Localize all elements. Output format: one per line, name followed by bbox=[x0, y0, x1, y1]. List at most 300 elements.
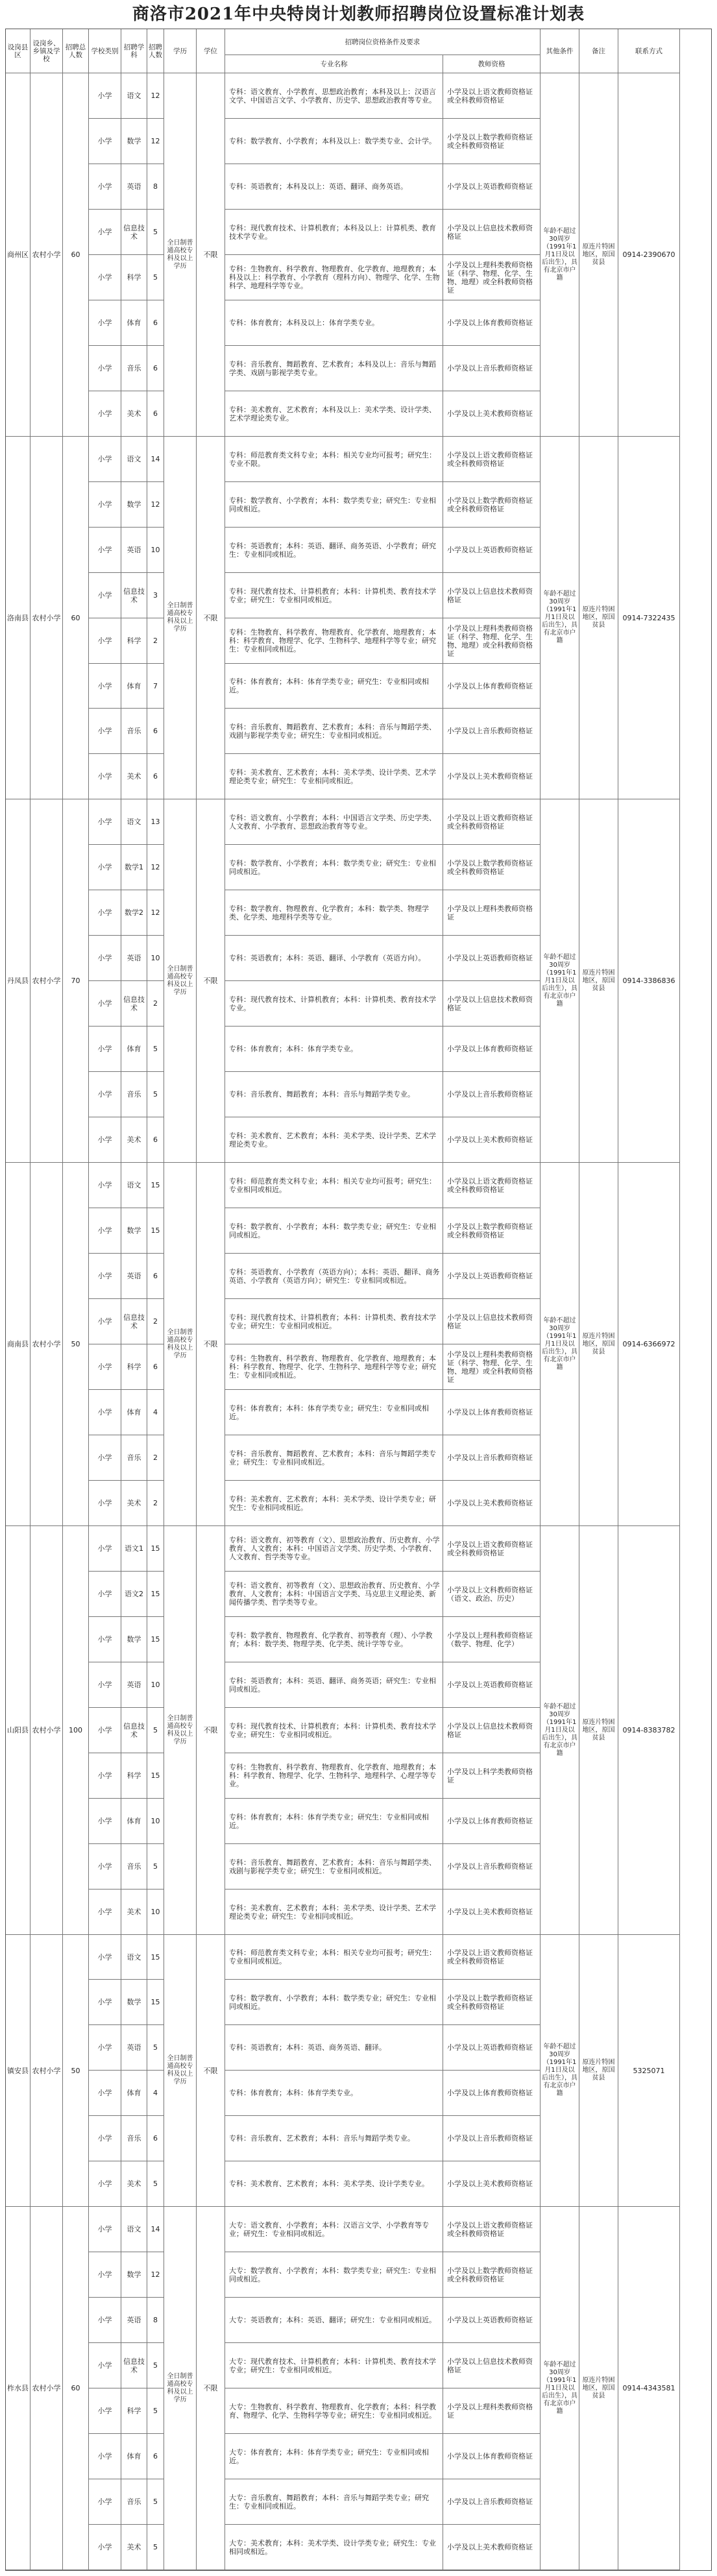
subject: 信息技术 bbox=[121, 2343, 147, 2388]
teacher-certificate: 小学及以上美术教师资格证 bbox=[443, 1117, 541, 1163]
teacher-certificate: 小学及以上语文教师资格证或全科教师资格证 bbox=[443, 2207, 541, 2252]
other-conditions: 年龄不超过30周岁（1991年1月1日及以后出生），具有北京市户籍 bbox=[541, 799, 579, 1163]
school-type: 小学 bbox=[89, 300, 121, 346]
teacher-certificate: 小学及以上信息技术教师资格证 bbox=[443, 981, 541, 1027]
teacher-certificate: 小学及以上体育教师资格证 bbox=[443, 1799, 541, 1844]
major-requirement: 专科：数学教育、小学教育；本科：数学类专业；研究生：专业相同或相近。 bbox=[225, 1208, 443, 1254]
contact-phone: 0914-2390670 bbox=[618, 73, 680, 437]
subject: 语文 bbox=[121, 799, 147, 845]
major-requirement: 专科：美术教育、艺术教育；本科：美术学类、设计学类、艺术学理论类专业；研究生：专业相同或相近。 bbox=[225, 754, 443, 799]
major-requirement: 专科：语文教育、初等教育（文）、思想政治教育、历史教育、小学教育、人文教育；本科：中国语言文学类、历史学类、小学教育、人文教育、哲学类等专业。 bbox=[225, 1526, 443, 1572]
teacher-certificate: 小学及以上英语教师资格证 bbox=[443, 1254, 541, 1299]
subject: 数学 bbox=[121, 482, 147, 528]
major-requirement: 专科：美术教育、艺术教育；本科：美术学类、设计学类专业。 bbox=[225, 2161, 443, 2207]
major-requirement: 专科：音乐教育、艺术教育；本科：音乐与舞蹈学类专业。 bbox=[225, 2116, 443, 2161]
major-requirement: 专科：语文教育、小学教育；本科：中国语言文学类、历史学类、人文教育、小学教育、思想政治教育等专业。 bbox=[225, 799, 443, 845]
school-type: 小学 bbox=[89, 1935, 121, 1980]
subject: 数学1 bbox=[121, 845, 147, 890]
subject: 音乐 bbox=[121, 1435, 147, 1481]
teacher-certificate: 小学及以上语文教师资格证或全科教师资格证 bbox=[443, 73, 541, 119]
teacher-certificate: 小学及以上英语教师资格证 bbox=[443, 164, 541, 210]
teacher-certificate: 小学及以上语文教师资格证或全科教师资格证 bbox=[443, 1935, 541, 1980]
position-count: 15 bbox=[147, 1208, 164, 1254]
position-count: 2 bbox=[147, 1299, 164, 1344]
teacher-certificate: 小学及以上美术教师资格证 bbox=[443, 1481, 541, 1526]
major-requirement: 专科：音乐教育、舞蹈教育、艺术教育；本科：音乐与舞蹈学类专业；研究生：专业相同或相近。 bbox=[225, 1435, 443, 1481]
school-type: 小学 bbox=[89, 528, 121, 573]
teacher-certificate: 小学及以上数学教师资格证或全科教师资格证 bbox=[443, 845, 541, 890]
other-conditions: 年龄不超过30周岁（1991年1月1日及以后出生），具有北京市户籍 bbox=[541, 2207, 579, 2570]
position-count: 10 bbox=[147, 1662, 164, 1708]
position-count: 5 bbox=[147, 2343, 164, 2388]
degree-requirement: 不限 bbox=[197, 1526, 225, 1935]
major-requirement: 专科：现代教育技术、计算机教育；本科：计算机类、教育技术学专业；研究生：专业相同或相近。 bbox=[225, 1299, 443, 1344]
degree-requirement: 不限 bbox=[197, 437, 225, 799]
subject: 数学 bbox=[121, 1617, 147, 1662]
position-count: 5 bbox=[147, 2479, 164, 2525]
school-type: 小学 bbox=[89, 346, 121, 391]
position-count: 6 bbox=[147, 2116, 164, 2161]
school-type: 小学 bbox=[89, 2207, 121, 2252]
subject: 音乐 bbox=[121, 1844, 147, 1889]
school-type: 小学 bbox=[89, 1572, 121, 1617]
position-count: 15 bbox=[147, 1753, 164, 1799]
position-count: 6 bbox=[147, 391, 164, 437]
position-count: 5 bbox=[147, 1027, 164, 1072]
subject: 体育 bbox=[121, 1027, 147, 1072]
teacher-certificate: 小学及以上语文教师资格证或全科教师资格证 bbox=[443, 1163, 541, 1208]
major-requirement: 专科：现代教育技术、计算机教育；本科及以上：计算机类、教育技术学专业。 bbox=[225, 210, 443, 255]
major-requirement: 专科：现代教育技术、计算机教育；本科：计算机类、教育技术学专业；研究生：专业相同或相近。 bbox=[225, 573, 443, 618]
school-type: 小学 bbox=[89, 2343, 121, 2388]
position-count: 5 bbox=[147, 2161, 164, 2207]
position-count: 2 bbox=[147, 1435, 164, 1481]
school-type: 小学 bbox=[89, 618, 121, 664]
contact-phone: 0914-8383782 bbox=[618, 1526, 680, 1935]
major-requirement: 大专：生物教育、科学教育、物理教育、化学教育；本科：科学教育、物理学、化学、生物科学等专业；研究生：专业相同或相近。 bbox=[225, 2388, 443, 2434]
major-requirement: 大专：语文教育、小学教育；本科：汉语言文学、小学教育等专业；研究生：专业相同或相近。 bbox=[225, 2207, 443, 2252]
major-requirement: 专科：现代教育技术、计算机教育；本科：计算机类、教育技术学专业；研究生：专业相同或相近。 bbox=[225, 1708, 443, 1753]
subject: 信息技术 bbox=[121, 1708, 147, 1753]
header-total: 招聘总人数 bbox=[63, 29, 89, 73]
subject: 美术 bbox=[121, 2161, 147, 2207]
teacher-certificate: 小学及以上美术教师资格证 bbox=[443, 391, 541, 437]
school-type: 小学 bbox=[89, 1208, 121, 1254]
subject: 语文1 bbox=[121, 1526, 147, 1572]
teacher-certificate: 小学及以上体育教师资格证 bbox=[443, 300, 541, 346]
remark: 原连片特困地区，原国贫县 bbox=[579, 73, 618, 437]
county-name: 商州区 bbox=[6, 73, 30, 437]
school-type: 小学 bbox=[89, 845, 121, 890]
school-type: 小学 bbox=[89, 1254, 121, 1299]
degree-requirement: 不限 bbox=[197, 73, 225, 437]
school-type: 小学 bbox=[89, 1708, 121, 1753]
position-count: 5 bbox=[147, 1844, 164, 1889]
position-count: 10 bbox=[147, 936, 164, 981]
teacher-certificate: 小学及以上信息技术教师资格证 bbox=[443, 1708, 541, 1753]
position-count: 2 bbox=[147, 618, 164, 664]
position-count: 7 bbox=[147, 664, 164, 709]
major-requirement: 大专：体育教育；本科：体育学类专业；研究生：专业相同或相近。 bbox=[225, 2434, 443, 2479]
teacher-certificate: 小学及以上音乐教师资格证 bbox=[443, 1072, 541, 1117]
county-name: 洛南县 bbox=[6, 437, 30, 799]
subject: 科学 bbox=[121, 2388, 147, 2434]
teacher-certificate: 小学及以上音乐教师资格证 bbox=[443, 1435, 541, 1481]
position-count: 6 bbox=[147, 1117, 164, 1163]
school-type: 小学 bbox=[89, 1844, 121, 1889]
subject: 语文 bbox=[121, 73, 147, 119]
position-count: 14 bbox=[147, 2207, 164, 2252]
school-type: 小学 bbox=[89, 2116, 121, 2161]
subject: 美术 bbox=[121, 2525, 147, 2570]
teacher-certificate: 小学及以上体育教师资格证 bbox=[443, 664, 541, 709]
school-type: 小学 bbox=[89, 981, 121, 1027]
position-count: 10 bbox=[147, 1799, 164, 1844]
teacher-certificate: 小学及以上音乐教师资格证 bbox=[443, 2479, 541, 2525]
county-name: 柞水县 bbox=[6, 2207, 30, 2570]
school-type: 小学 bbox=[89, 210, 121, 255]
teacher-certificate: 小学及以上体育教师资格证 bbox=[443, 1027, 541, 1072]
position-count: 15 bbox=[147, 1526, 164, 1572]
degree-requirement: 不限 bbox=[197, 2207, 225, 2570]
position-count: 6 bbox=[147, 2434, 164, 2479]
teacher-certificate: 小学及以上音乐教师资格证 bbox=[443, 709, 541, 754]
major-requirement: 专科：音乐教育、舞蹈教育；本科：音乐与舞蹈学类专业。 bbox=[225, 1072, 443, 1117]
subject: 信息技术 bbox=[121, 1299, 147, 1344]
teacher-certificate: 小学及以上语文教师资格证或全科教师资格证 bbox=[443, 1526, 541, 1572]
position-count: 8 bbox=[147, 164, 164, 210]
header-remark: 备注 bbox=[579, 29, 618, 73]
teacher-certificate: 小学及以上美术教师资格证 bbox=[443, 2525, 541, 2570]
subject: 英语 bbox=[121, 528, 147, 573]
header-count: 招聘人数 bbox=[147, 29, 164, 73]
teacher-certificate: 小学及以上理科教师资格证（数学、物理、化学） bbox=[443, 1617, 541, 1662]
position-count: 10 bbox=[147, 1889, 164, 1935]
position-count: 6 bbox=[147, 346, 164, 391]
major-requirement: 专科：体育教育；本科及以上：体育学类专业。 bbox=[225, 300, 443, 346]
teacher-certificate: 小学及以上数学教师资格证或全科教师资格证 bbox=[443, 119, 541, 164]
major-requirement: 专科：数学教育、物理教育、化学教育；本科：数学类、物理学类、化学类、地理科学类等专业。 bbox=[225, 890, 443, 936]
remark: 原连片特困地区，原国贫县 bbox=[579, 2207, 618, 2570]
subject: 美术 bbox=[121, 1117, 147, 1163]
position-count: 15 bbox=[147, 1163, 164, 1208]
school-type: 小学 bbox=[89, 1481, 121, 1526]
subject: 科学 bbox=[121, 1753, 147, 1799]
header-conditions: 招聘岗位资格条件及要求 bbox=[225, 29, 541, 55]
major-requirement: 专科：英语教育；本科及以上：英语、翻译、商务英语。 bbox=[225, 164, 443, 210]
teacher-certificate: 小学及以上数学教师资格证或全科教师资格证 bbox=[443, 1980, 541, 2025]
position-count: 5 bbox=[147, 1708, 164, 1753]
contact-phone: 0914-7322435 bbox=[618, 437, 680, 799]
contact-phone: 0914-6366972 bbox=[618, 1163, 680, 1526]
teacher-certificate: 小学及以上音乐教师资格证 bbox=[443, 1844, 541, 1889]
subject: 信息技术 bbox=[121, 573, 147, 618]
position-count: 12 bbox=[147, 482, 164, 528]
major-requirement: 专科：数学教育、物理教育、化学教育、初等教育（理）、小学教育；本科：数学类、物理学类、化学类、统计学等专业。 bbox=[225, 1617, 443, 1662]
major-requirement: 专科：体育教育；本科：体育学类专业；研究生：专业相同或相近。 bbox=[225, 664, 443, 709]
subject: 体育 bbox=[121, 2071, 147, 2116]
subject: 语文 bbox=[121, 1935, 147, 1980]
major-requirement: 专科：英语教育；本科：英语、翻译、商务英语；研究生：专业相同或相近。 bbox=[225, 1662, 443, 1708]
remark: 原连片特困地区，原国贫县 bbox=[579, 1163, 618, 1526]
school-level: 农村小学 bbox=[30, 1163, 63, 1526]
school-type: 小学 bbox=[89, 2525, 121, 2570]
teacher-certificate: 小学及以上英语教师资格证 bbox=[443, 936, 541, 981]
teacher-certificate: 小学及以上数学教师资格证或全科教师资格证 bbox=[443, 2252, 541, 2298]
major-requirement: 专科：生物教育、科学教育、物理教育、化学教育、地理教育；本科：科学教育、物理学、化学、生物科学、地理科学、心理学等专业。 bbox=[225, 1753, 443, 1799]
teacher-certificate: 小学及以上音乐教师资格证 bbox=[443, 346, 541, 391]
major-requirement: 专科：美术教育、艺术教育；本科：美术学类、设计学类、艺术学理论类专业。 bbox=[225, 1117, 443, 1163]
position-count: 15 bbox=[147, 1980, 164, 2025]
major-requirement: 专科：体育教育；本科：体育学类专业。 bbox=[225, 2071, 443, 2116]
teacher-certificate: 小学及以上语文教师资格证或全科教师资格证 bbox=[443, 437, 541, 482]
subject: 英语 bbox=[121, 1254, 147, 1299]
teacher-certificate: 小学及以上英语教师资格证 bbox=[443, 2025, 541, 2071]
subject: 体育 bbox=[121, 1799, 147, 1844]
major-requirement: 专科：师范教育类文科专业；本科：相关专业均可报考；研究生：专业不限。 bbox=[225, 437, 443, 482]
subject: 语文 bbox=[121, 437, 147, 482]
major-requirement: 专科：生物教育、科学教育、物理教育、化学教育、地理教育；本科：科学教育、物理学、化学、生物科学、地理科学等专业；研究生：专业相同或相近。 bbox=[225, 618, 443, 664]
subject: 数学 bbox=[121, 2252, 147, 2298]
major-requirement: 专科：师范教育类文科专业；本科：相关专业均可报考；研究生：专业相同或相近。 bbox=[225, 1935, 443, 1980]
county-name: 山阳县 bbox=[6, 1526, 30, 1935]
school-type: 小学 bbox=[89, 2434, 121, 2479]
subject: 语文2 bbox=[121, 1572, 147, 1617]
major-requirement: 大专：现代教育技术、计算机教育；本科：计算机类、教育技术学专业；研究生：专业相同或相近。 bbox=[225, 2343, 443, 2388]
header-major: 专业名称 bbox=[225, 55, 443, 73]
header-other: 其他条件 bbox=[541, 29, 579, 73]
position-count: 12 bbox=[147, 73, 164, 119]
teacher-certificate: 小学及以上数学教师资格证或全科教师资格证 bbox=[443, 482, 541, 528]
school-type: 小学 bbox=[89, 664, 121, 709]
major-requirement: 专科：生物教育、科学教育、物理教育、化学教育、地理教育；本科：科学教育、物理学、化学、生物科学、地理科学等专业；研究生：专业相同或相近。 bbox=[225, 1344, 443, 1390]
position-count: 6 bbox=[147, 709, 164, 754]
school-type: 小学 bbox=[89, 1027, 121, 1072]
major-requirement: 大专：美术教育；本科：美术学类、设计学类专业；研究生：专业相同或相近。 bbox=[225, 2525, 443, 2570]
school-type: 小学 bbox=[89, 1662, 121, 1708]
position-count: 12 bbox=[147, 845, 164, 890]
major-requirement: 专科：美术教育、艺术教育；本科：美术学类、设计学类专业；研究生：专业相同或相近。 bbox=[225, 1481, 443, 1526]
header-subject: 招聘学科 bbox=[121, 29, 147, 73]
major-requirement: 专科：音乐教育、舞蹈教育、艺术教育；本科：音乐与舞蹈学类、戏剧与影视学类专业；研究生：专业相同或相近。 bbox=[225, 709, 443, 754]
school-type: 小学 bbox=[89, 437, 121, 482]
position-count: 14 bbox=[147, 437, 164, 482]
position-count: 6 bbox=[147, 1254, 164, 1299]
subject: 科学 bbox=[121, 618, 147, 664]
remark: 原连片特困地区，原国贫县 bbox=[579, 1526, 618, 1935]
teacher-certificate: 小学及以上美术教师资格证 bbox=[443, 1889, 541, 1935]
position-count: 4 bbox=[147, 2071, 164, 2116]
subject: 英语 bbox=[121, 1662, 147, 1708]
subject: 音乐 bbox=[121, 1072, 147, 1117]
position-count: 5 bbox=[147, 255, 164, 300]
position-count: 5 bbox=[147, 1072, 164, 1117]
major-requirement: 专科：美术教育、艺术教育；本科及以上：美术学类、设计学类、艺术学理论类专业。 bbox=[225, 391, 443, 437]
teacher-certificate: 小学及以上音乐教师资格证 bbox=[443, 2116, 541, 2161]
total-count: 60 bbox=[63, 2207, 89, 2570]
teacher-certificate: 小学及以上英语教师资格证 bbox=[443, 2298, 541, 2343]
school-type: 小学 bbox=[89, 73, 121, 119]
total-count: 60 bbox=[63, 73, 89, 437]
school-type: 小学 bbox=[89, 1617, 121, 1662]
teacher-certificate: 小学及以上理科类教师资格证（科学、物理、化学、生物、地理）或全科教师资格证 bbox=[443, 1344, 541, 1390]
position-count: 5 bbox=[147, 2388, 164, 2434]
other-conditions: 年龄不超过30周岁（1991年1月1日及以后出生），具有北京市户籍 bbox=[541, 1526, 579, 1935]
subject: 英语 bbox=[121, 2298, 147, 2343]
subject: 美术 bbox=[121, 1481, 147, 1526]
school-type: 小学 bbox=[89, 1117, 121, 1163]
position-count: 2 bbox=[147, 1481, 164, 1526]
school-level: 农村小学 bbox=[30, 437, 63, 799]
subject: 美术 bbox=[121, 391, 147, 437]
school-type: 小学 bbox=[89, 936, 121, 981]
major-requirement: 大专：音乐教育、舞蹈教育；本科：音乐与舞蹈学类专业；研究生：专业相同或相近。 bbox=[225, 2479, 443, 2525]
header-contact: 联系方式 bbox=[618, 29, 680, 73]
position-count: 5 bbox=[147, 2525, 164, 2570]
subject: 音乐 bbox=[121, 2479, 147, 2525]
school-type: 小学 bbox=[89, 2298, 121, 2343]
major-requirement: 专科：英语教育；本科：英语、翻译、小学教育（英语方向）。 bbox=[225, 936, 443, 981]
degree-requirement: 不限 bbox=[197, 799, 225, 1163]
school-type: 小学 bbox=[89, 1299, 121, 1344]
school-type: 小学 bbox=[89, 391, 121, 437]
position-count: 3 bbox=[147, 573, 164, 618]
teacher-certificate: 小学及以上数学教师资格证或全科教师资格证 bbox=[443, 1208, 541, 1254]
position-count: 2 bbox=[147, 981, 164, 1027]
subject: 信息技术 bbox=[121, 210, 147, 255]
header-degree: 学位 bbox=[197, 29, 225, 73]
school-type: 小学 bbox=[89, 2252, 121, 2298]
header-education: 学历 bbox=[164, 29, 197, 73]
education-requirement: 全日制普通高校专科及以上学历 bbox=[164, 1526, 197, 1935]
subject: 体育 bbox=[121, 664, 147, 709]
header-level: 设岗乡、乡镇及学校 bbox=[30, 29, 63, 73]
school-type: 小学 bbox=[89, 709, 121, 754]
header-county: 设岗县区 bbox=[6, 29, 30, 73]
subject: 数学2 bbox=[121, 890, 147, 936]
school-type: 小学 bbox=[89, 1799, 121, 1844]
teacher-certificate: 小学及以上理科类教师资格证（科学、物理、化学、生物、地理）或全科教师资格证 bbox=[443, 618, 541, 664]
teacher-certificate: 小学及以上理科类教师资格证 bbox=[443, 2388, 541, 2434]
school-type: 小学 bbox=[89, 890, 121, 936]
school-level: 农村小学 bbox=[30, 1935, 63, 2207]
teacher-certificate: 小学及以上信息技术教师资格证 bbox=[443, 2343, 541, 2388]
major-requirement: 专科：语文教育、小学教育、思想政治教育；本科及以上：汉语言文学、中国语言文学、小学教育、历史学、思想政治教育等专业。 bbox=[225, 73, 443, 119]
contact-phone: 0914-4343581 bbox=[618, 2207, 680, 2570]
school-type: 小学 bbox=[89, 1526, 121, 1572]
subject: 数学 bbox=[121, 1980, 147, 2025]
subject: 体育 bbox=[121, 300, 147, 346]
teacher-certificate: 小学及以上理科类教师资格证 bbox=[443, 890, 541, 936]
position-count: 12 bbox=[147, 2252, 164, 2298]
major-requirement: 专科：体育教育；本科：体育学类专业；研究生：专业相同或相近。 bbox=[225, 1799, 443, 1844]
subject: 音乐 bbox=[121, 346, 147, 391]
position-count: 15 bbox=[147, 1617, 164, 1662]
subject: 体育 bbox=[121, 2434, 147, 2479]
subject: 体育 bbox=[121, 1390, 147, 1435]
school-type: 小学 bbox=[89, 2161, 121, 2207]
other-conditions: 年龄不超过30周岁（1991年1月1日及以后出生），具有北京市户籍 bbox=[541, 1935, 579, 2207]
total-count: 60 bbox=[63, 437, 89, 799]
school-type: 小学 bbox=[89, 1072, 121, 1117]
school-type: 小学 bbox=[89, 1344, 121, 1390]
school-type: 小学 bbox=[89, 1889, 121, 1935]
position-count: 15 bbox=[147, 1572, 164, 1617]
major-requirement: 大专：英语教育；本科：英语、翻译；研究生：专业相同或相近。 bbox=[225, 2298, 443, 2343]
subject: 美术 bbox=[121, 754, 147, 799]
teacher-certificate: 小学及以上信息技术教师资格证 bbox=[443, 573, 541, 618]
education-requirement: 全日制普通高校专科及以上学历 bbox=[164, 73, 197, 437]
teacher-certificate: 小学及以上体育教师资格证 bbox=[443, 2434, 541, 2479]
education-requirement: 全日制普通高校专科及以上学历 bbox=[164, 1935, 197, 2207]
major-requirement: 专科：生物教育、科学教育、物理教育、化学教育、地理教育；本科及以上：科学教育、小学教育（理科方向）、物理学、化学、生物科学、地理科学等专业。 bbox=[225, 255, 443, 300]
major-requirement: 专科：英语教育、小学教育（英语方向）；本科：英语、翻译、商务英语、小学教育（英语方向）；研究生：专业相同或相近。 bbox=[225, 1254, 443, 1299]
teacher-certificate: 小学及以上信息技术教师资格证 bbox=[443, 210, 541, 255]
county-name: 丹凤县 bbox=[6, 799, 30, 1163]
teacher-certificate: 小学及以上美术教师资格证 bbox=[443, 754, 541, 799]
school-type: 小学 bbox=[89, 2071, 121, 2116]
school-level: 农村小学 bbox=[30, 1526, 63, 1935]
degree-requirement: 不限 bbox=[197, 1935, 225, 2207]
position-count: 4 bbox=[147, 1390, 164, 1435]
subject: 英语 bbox=[121, 164, 147, 210]
school-type: 小学 bbox=[89, 1980, 121, 2025]
total-count: 100 bbox=[63, 1526, 89, 1935]
teacher-certificate: 小学及以上理科类教师资格证（科学、物理、化学、生物、地理）或全科教师资格证 bbox=[443, 255, 541, 300]
major-requirement: 专科：数学教育、小学教育；本科：数学类专业；研究生：专业相同或相近。 bbox=[225, 1980, 443, 2025]
major-requirement: 专科：音乐教育、舞蹈教育、艺术教育；本科及以上：音乐与舞蹈学类、戏剧与影视学类专业。 bbox=[225, 346, 443, 391]
school-type: 小学 bbox=[89, 1753, 121, 1799]
subject: 美术 bbox=[121, 1889, 147, 1935]
major-requirement: 专科：音乐教育、舞蹈教育、艺术教育；本科：音乐与舞蹈学类、戏剧与影视学类专业；研究生：专业相同或相近。 bbox=[225, 1844, 443, 1889]
other-conditions: 年龄不超过30周岁（1991年1月1日及以后出生），具有北京市户籍 bbox=[541, 437, 579, 799]
major-requirement: 专科：师范教育类文科专业；本科：相关专业均可报考；研究生：专业相同或相近。 bbox=[225, 1163, 443, 1208]
education-requirement: 全日制普通高校专科及以上学历 bbox=[164, 437, 197, 799]
recruitment-table bbox=[5, 29, 712, 2571]
teacher-certificate: 小学及以上英语教师资格证 bbox=[443, 528, 541, 573]
county-name: 商南县 bbox=[6, 1163, 30, 1526]
major-requirement: 专科：语文教育、初等教育（文）、思想政治教育、历史教育、小学教育、人文教育；本科：中国语言文学类、马克思主义理论类、新闻传播学类、哲学类等专业。 bbox=[225, 1572, 443, 1617]
header-cert: 教师资格 bbox=[443, 55, 541, 73]
subject: 科学 bbox=[121, 255, 147, 300]
major-requirement: 专科：英语教育；本科：英语、翻译、商务英语、小学教育；研究生：专业相同或相近。 bbox=[225, 528, 443, 573]
subject: 语文 bbox=[121, 1163, 147, 1208]
county-name: 镇安县 bbox=[6, 1935, 30, 2207]
teacher-certificate: 小学及以上信息技术教师资格证 bbox=[443, 1299, 541, 1344]
subject: 音乐 bbox=[121, 2116, 147, 2161]
other-conditions: 年龄不超过30周岁（1991年1月1日及以后出生），具有北京市户籍 bbox=[541, 1163, 579, 1526]
position-count: 5 bbox=[147, 210, 164, 255]
position-count: 13 bbox=[147, 799, 164, 845]
school-type: 小学 bbox=[89, 2479, 121, 2525]
school-level: 农村小学 bbox=[30, 73, 63, 437]
remark: 原连片特困地区，原国贫县 bbox=[579, 1935, 618, 2207]
school-level: 农村小学 bbox=[30, 799, 63, 1163]
remark: 原连片特困地区，原国贫县 bbox=[579, 437, 618, 799]
position-count: 6 bbox=[147, 754, 164, 799]
school-type: 小学 bbox=[89, 754, 121, 799]
school-type: 小学 bbox=[89, 2388, 121, 2434]
subject: 音乐 bbox=[121, 709, 147, 754]
position-count: 10 bbox=[147, 528, 164, 573]
education-requirement: 全日制普通高校专科及以上学历 bbox=[164, 1163, 197, 1526]
subject: 数学 bbox=[121, 1208, 147, 1254]
total-count: 70 bbox=[63, 799, 89, 1163]
major-requirement: 专科：数学教育、小学教育；本科及以上：数学类专业、会计学。 bbox=[225, 119, 443, 164]
school-type: 小学 bbox=[89, 1435, 121, 1481]
position-count: 6 bbox=[147, 300, 164, 346]
teacher-certificate: 小学及以上体育教师资格证 bbox=[443, 1390, 541, 1435]
